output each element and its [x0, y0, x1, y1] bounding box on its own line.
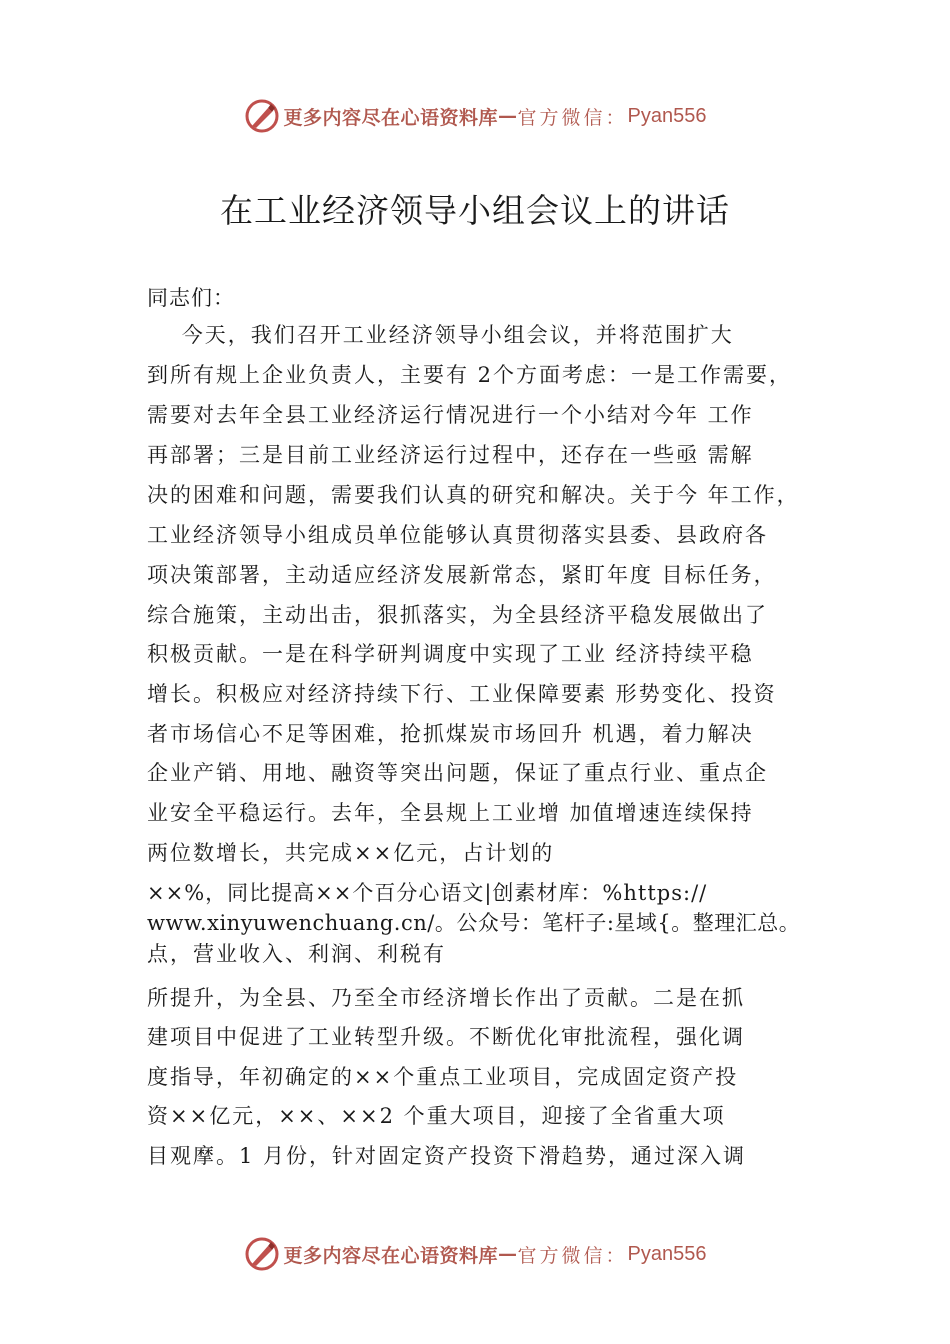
footer-banner [0, 1234, 950, 1274]
body-line: 需要对去年全县工业经济运行情况进行一个小结对今年 工作 [147, 403, 754, 427]
body-line: 两位数增长，共完成××亿元，占计划的 [147, 841, 555, 865]
body-line: 决的困难和问题，需要我们认真的研究和解决。关于今 年工作， [147, 483, 800, 507]
banner-promo-text: 更多内容尽在心语资料库 [283, 106, 499, 129]
body-line: 业安全平稳运行。去年，全县规上工业增 加值增速连续保持 [147, 801, 754, 825]
banner-dash: — [498, 105, 518, 127]
body-line: 今天，我们召开工业经济领导小组会议，并将范围扩大 [147, 323, 734, 347]
banner-promo-text: 更多内容尽在心语资料库 [283, 1244, 499, 1267]
banner-dash: — [498, 1243, 518, 1265]
pen-logo-icon [244, 98, 280, 134]
body-line: www.xinyuwenchuang.cn/。公众号：笔杆子:星域{。整理汇总。 [147, 911, 801, 935]
body-line: 企业产销、用地、融资等突出问题，保证了重点行业、重点企 [147, 761, 768, 785]
document-title: 在工业经济领导小组会议上的讲话 [220, 191, 730, 230]
body-line: ××%，同比提高××个百分心语文|创素材库：%https:// [147, 881, 708, 905]
salutation: 同志们： [147, 286, 235, 310]
body-line: 到所有规上企业负责人，主要有 2个方面考虑：一是工作需要， [147, 363, 793, 387]
body-line: 目观摩。1 月份，针对固定资产投资下滑趋势，通过深入调 [147, 1144, 747, 1168]
body-line: 所提升，为全县、乃至全市经济增长作出了贡献。二是在抓 [147, 986, 745, 1010]
body-line: 项决策部署，主动适应经济发展新常态，紧盯年度 目标任务， [147, 563, 777, 587]
body-line: 工业经济领导小组成员单位能够认真贯彻落实县委、县政府各 [147, 523, 768, 547]
body-line: 综合施策，主动出击，狠抓落实，为全县经济平稳发展做出了 [147, 603, 768, 627]
body-line: 再部署；三是目前工业经济运行过程中，还存在一些亟 需解 [147, 443, 754, 467]
banner-wechat-id: Pyan556 [627, 1242, 707, 1265]
header-banner [0, 96, 950, 136]
body-line: 者市场信心不足等困难，抢抓煤炭市场回升 机遇，着力解决 [147, 722, 754, 746]
body-line: 增长。积极应对经济持续下行、工业保障要素 形势变化、投资 [147, 682, 777, 706]
body-line: 度指导，年初确定的××个重点工业项目，完成固定资产投 [147, 1065, 739, 1089]
body-line: 积极贡献。一是在科学研判调度中实现了工业 经济持续平稳 [147, 642, 754, 666]
pen-logo-icon [244, 1236, 280, 1272]
banner-wechat-label: 官方微信： [517, 1244, 628, 1267]
banner-wechat-id: Pyan556 [627, 104, 707, 127]
body-line: 资××亿元，××、××2 个重大项目，迎接了全省重大项 [147, 1104, 726, 1128]
body-line: 建项目中促进了工业转型升级。不断优化审批流程，强化调 [147, 1025, 745, 1049]
banner-wechat-label: 官方微信： [517, 106, 628, 129]
body-line: 点，营业收入、利润、利税有 [147, 942, 446, 966]
